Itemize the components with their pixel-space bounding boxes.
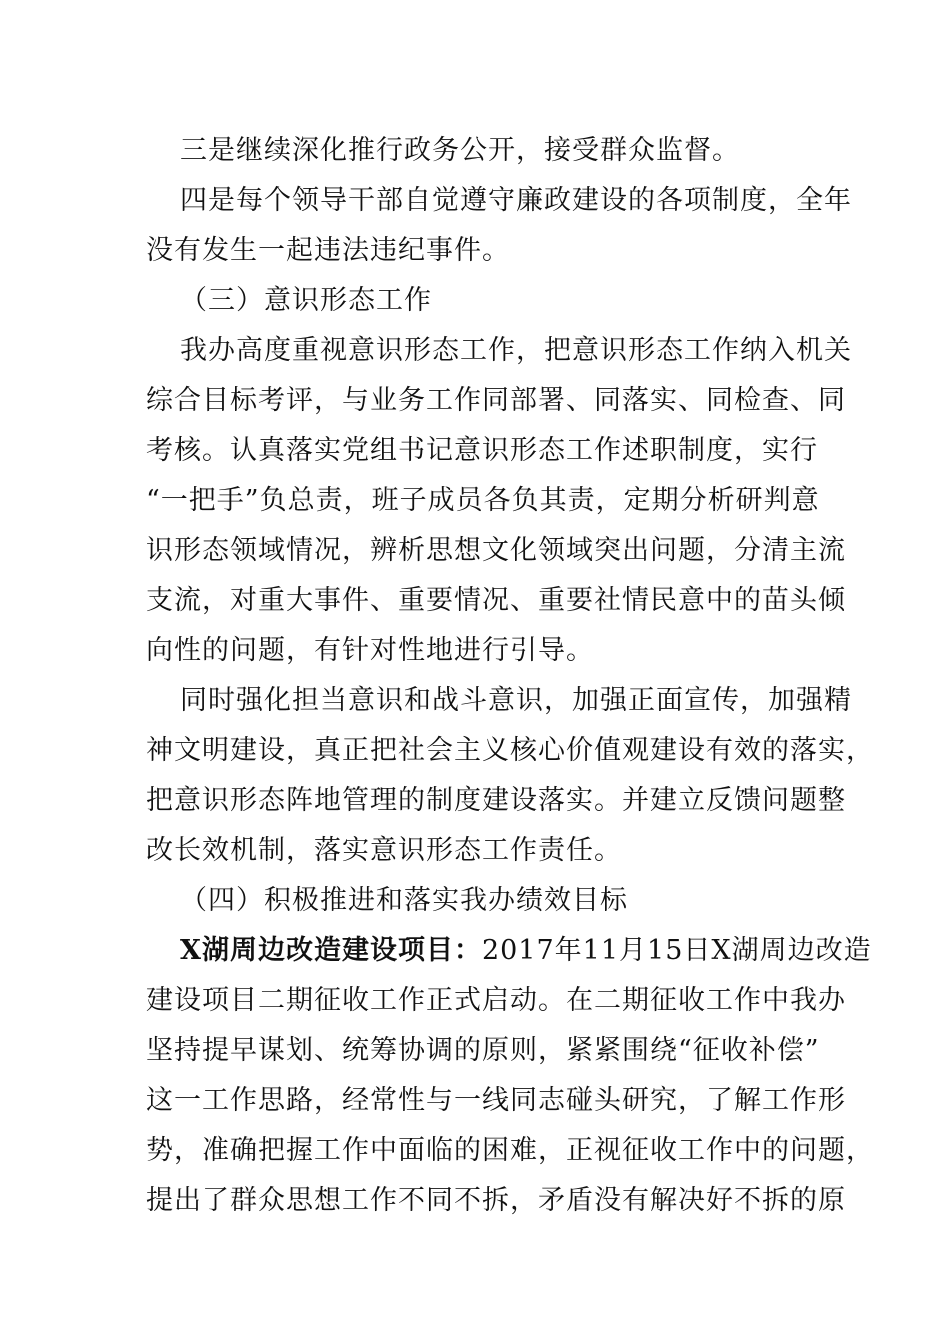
project-title: X湖周边改造建设项目： [180, 935, 482, 966]
paragraph-line: 识形态领域情况，辨析思想文化领域突出问题，分清主流 [146, 535, 846, 566]
paragraph-line [180, 934, 872, 968]
paragraph-line: 综合目标考评，与业务工作同部署、同落实、同检查、同 [146, 385, 846, 416]
paragraph-line: 我办高度重视意识形态工作，把意识形态工作纳入机关 [180, 335, 852, 366]
section-heading: （四）积极推进和落实我办绩效目标 [180, 885, 628, 916]
paragraph-line: 向性的问题，有针对性地进行引导。 [146, 635, 594, 666]
paragraph-line: 三是继续深化推行政务公开，接受群众监督。 [180, 135, 740, 166]
section-heading: （三）意识形态工作 [180, 285, 432, 316]
paragraph-line: 势，准确把握工作中面临的困难，正视征收工作中的问题， [146, 1135, 874, 1166]
paragraph-line: 同时强化担当意识和战斗意识，加强正面宣传，加强精 [180, 685, 852, 716]
paragraph-line: 这一工作思路，经常性与一线同志碰头研究，了解工作形 [146, 1085, 846, 1116]
paragraph-line: 建设项目二期征收工作正式启动。在二期征收工作中我办 [146, 985, 846, 1016]
paragraph-line: 考核。认真落实党组书记意识形态工作述职制度，实行 [146, 435, 818, 466]
paragraph-line: “一把手”负总责，班子成员各负其责，定期分析研判意 [146, 485, 820, 516]
paragraph-line: 把意识形态阵地管理的制度建设落实。并建立反馈问题整 [146, 785, 846, 816]
paragraph-line: 坚持提早谋划、统筹协调的原则，紧紧围绕“征收补偿” [146, 1035, 820, 1066]
paragraph-line: 四是每个领导干部自觉遵守廉政建设的各项制度，全年 [180, 185, 852, 216]
paragraph-line: 提出了群众思想工作不同不拆，矛盾没有解决好不拆的原 [146, 1185, 846, 1216]
paragraph-line: 改长效机制，落实意识形态工作责任。 [146, 835, 622, 866]
project-text: 2017年11月15日X湖周边改造 [481, 935, 872, 966]
paragraph-line: 支流，对重大事件、重要情况、重要社情民意中的苗头倾 [146, 585, 846, 616]
paragraph-line: 神文明建设，真正把社会主义核心价值观建设有效的落实， [146, 735, 874, 766]
paragraph-line: 没有发生一起违法违纪事件。 [146, 235, 510, 266]
